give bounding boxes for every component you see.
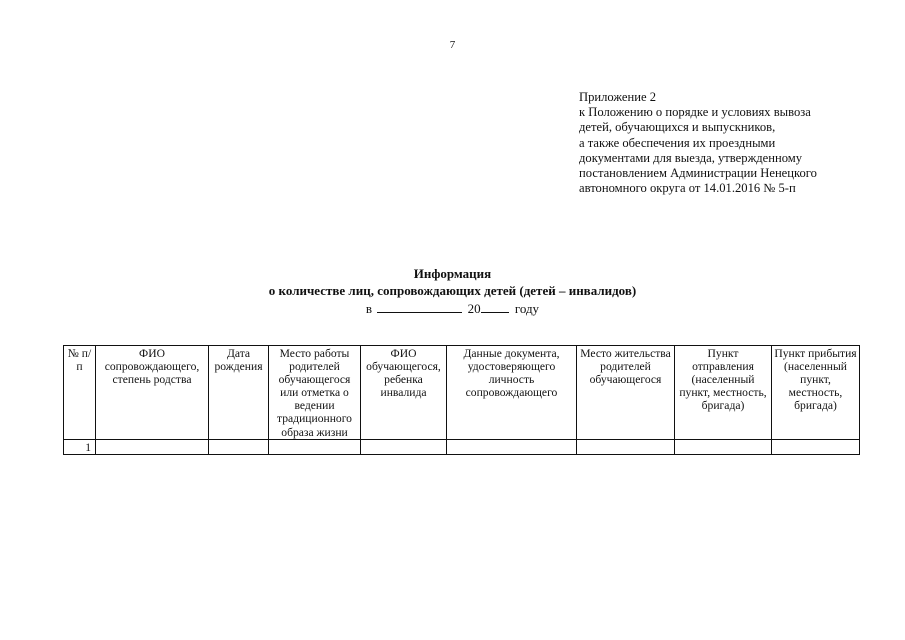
date-suffix: году [514, 301, 540, 316]
table-cell [577, 439, 675, 454]
column-header-departure-point: Пункт отправления (населенный пункт, местность, бригада) [675, 346, 772, 440]
appendix-line: детей, обучающихся и выпускников, [579, 120, 776, 135]
date-blank-field [377, 300, 462, 313]
column-header-birth-date: Дата рождения [209, 346, 269, 440]
table-cell [209, 439, 269, 454]
column-header-parents-residence: Место жительства родителей обучающегося [577, 346, 675, 440]
table-cell [447, 439, 577, 454]
column-header-number: № п/п [64, 346, 96, 440]
year-blank-field [481, 300, 509, 313]
table-cell [96, 439, 209, 454]
document-title: Информация [413, 266, 492, 281]
appendix-reference [579, 90, 879, 196]
appendix-line: документами для выезда, утвержденному [579, 150, 803, 165]
report-date-line [0, 300, 905, 316]
appendix-line: постановлением Администрации Ненецкого [579, 166, 817, 181]
document-subtitle: о количестве лиц, сопровождающих детей (детей – инвалидов) [268, 283, 637, 298]
column-header-id-document: Данные документа, удостоверяющего личность сопровождающего [447, 346, 577, 440]
appendix-line: автономного округа от 14.01.2016 № 5-п [579, 181, 796, 196]
appendix-line: к Положению о порядке и условиях вывоза [579, 105, 811, 120]
column-header-student-name: ФИО обучающегося, ребенка инвалида [361, 346, 447, 440]
date-prefix: в [365, 301, 373, 316]
appendix-line: Приложение 2 [579, 90, 657, 104]
appendix-line: а также обеспечения их проездными [579, 135, 776, 150]
table-cell [361, 439, 447, 454]
table-cell: 1 [64, 439, 96, 454]
table-cell [772, 439, 860, 454]
column-header-parents-workplace: Место работы родителей обучающегося или отметка о ведении традиционного образа жизни [269, 346, 361, 440]
page-number: 7 [449, 39, 456, 51]
table-header-row [64, 346, 860, 440]
column-header-escort-name: ФИО сопровождающего, степень родства [96, 346, 209, 440]
table-cell [269, 439, 361, 454]
column-header-arrival-point: Пункт прибытия (населенный пункт, местность, бригада) [772, 346, 860, 440]
table-row [64, 439, 860, 454]
table-cell [675, 439, 772, 454]
date-year-prefix: 20 [467, 301, 481, 316]
escort-info-table [63, 345, 860, 455]
